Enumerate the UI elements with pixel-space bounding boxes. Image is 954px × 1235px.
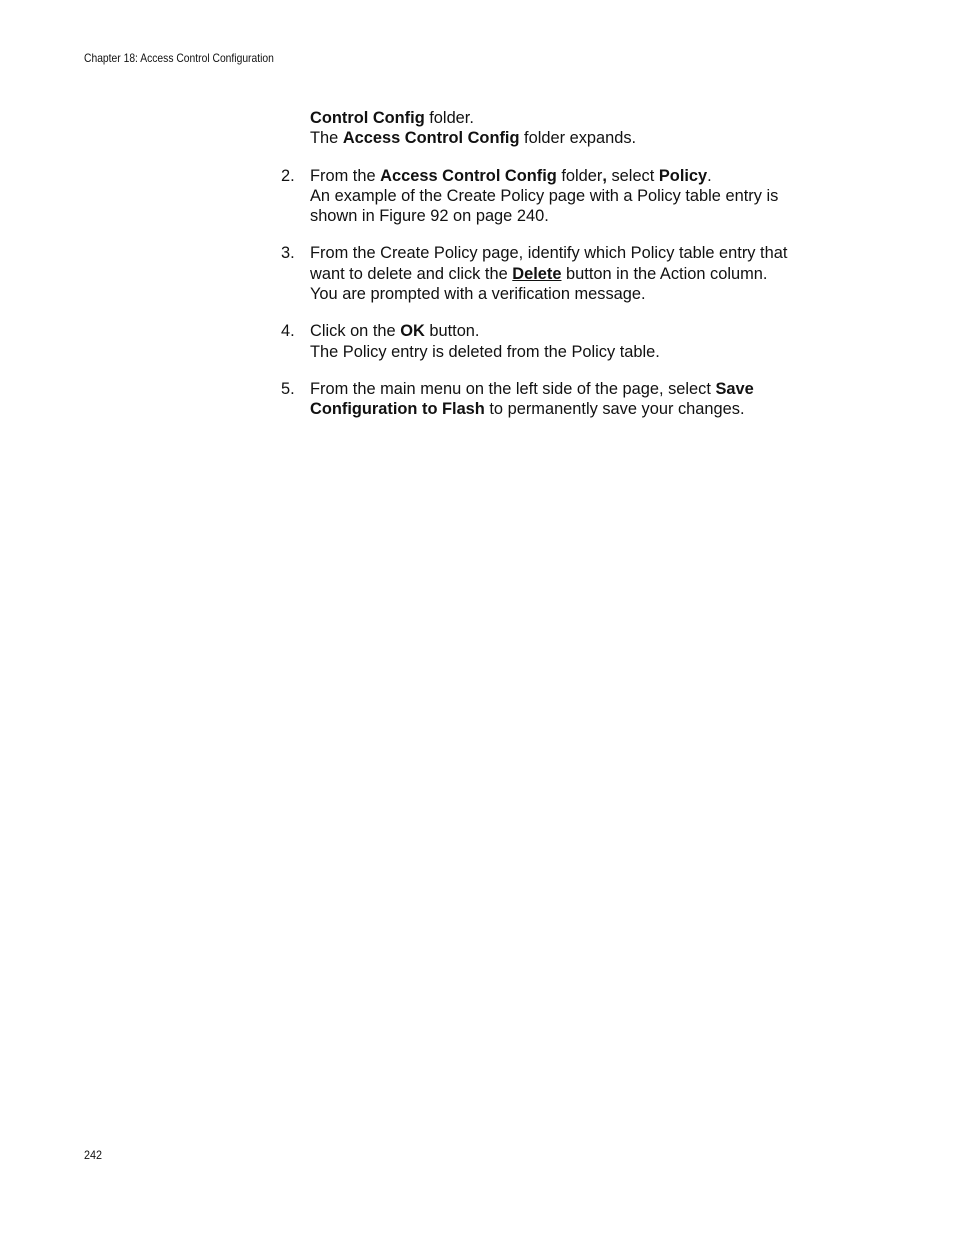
step-text: select: [606, 166, 659, 185]
delete-button-reference: Delete: [512, 264, 562, 283]
access-control-config-term: Access Control Config: [342, 129, 520, 148]
step-line: [310, 399, 841, 419]
step-text: folder: [556, 166, 603, 185]
ok-button-reference: OK: [400, 322, 425, 341]
step-4: [281, 321, 841, 362]
step-number: 3.: [281, 244, 295, 263]
step-text: .: [707, 166, 712, 185]
configuration-to-flash-term: Configuration to Flash: [310, 400, 485, 419]
step-continuation: [310, 108, 841, 149]
continuation-text: folder.: [424, 109, 474, 127]
procedure-steps: [281, 108, 841, 420]
step-line: [310, 379, 841, 399]
page-number: 242: [84, 1148, 103, 1162]
step-line: [310, 166, 841, 186]
step-line: shown in Figure 92 on page 240.: [310, 207, 549, 226]
running-header: Chapter 18: Access Control Configuration: [84, 51, 274, 65]
step-2: [281, 166, 841, 227]
continuation-line-1: [310, 108, 841, 128]
step-line: You are prompted with a verification message.: [310, 285, 646, 304]
step-body: [310, 321, 841, 362]
continuation-line-2: [310, 128, 841, 148]
step-text: From the: [310, 166, 381, 185]
save-term: Save: [715, 379, 754, 398]
continuation-text: folder expands.: [519, 129, 637, 148]
policy-term: Policy: [658, 166, 708, 185]
step-number: 4.: [281, 322, 295, 341]
step-line: [310, 264, 841, 284]
step-3: [281, 243, 841, 304]
step-text: From the main menu on the left side of the page, select: [310, 379, 716, 398]
step-body: [310, 379, 841, 420]
step-text: ,: [602, 166, 607, 185]
step-text: want to delete and click the: [310, 264, 513, 283]
step-text: Click on the: [310, 322, 401, 341]
step-text: to permanently save your changes.: [484, 400, 745, 419]
step-text: button.: [424, 322, 480, 341]
step-text: button in the Action column.: [561, 264, 768, 283]
step-number: 2.: [281, 166, 295, 185]
step-body: [310, 243, 841, 304]
continuation-text: The: [310, 129, 343, 148]
step-body: [310, 166, 841, 227]
step-5: [281, 379, 841, 420]
step-line: [310, 321, 841, 341]
step-line: From the Create Policy page, identify which Policy table entry that: [310, 244, 788, 263]
step-number: 5.: [281, 379, 295, 398]
step-line: An example of the Create Policy page with a Policy table entry is: [310, 186, 779, 205]
access-control-config-term: Access Control Config: [380, 166, 557, 185]
control-config-term: Control Config: [310, 109, 425, 127]
step-line: The Policy entry is deleted from the Policy table.: [310, 342, 660, 361]
